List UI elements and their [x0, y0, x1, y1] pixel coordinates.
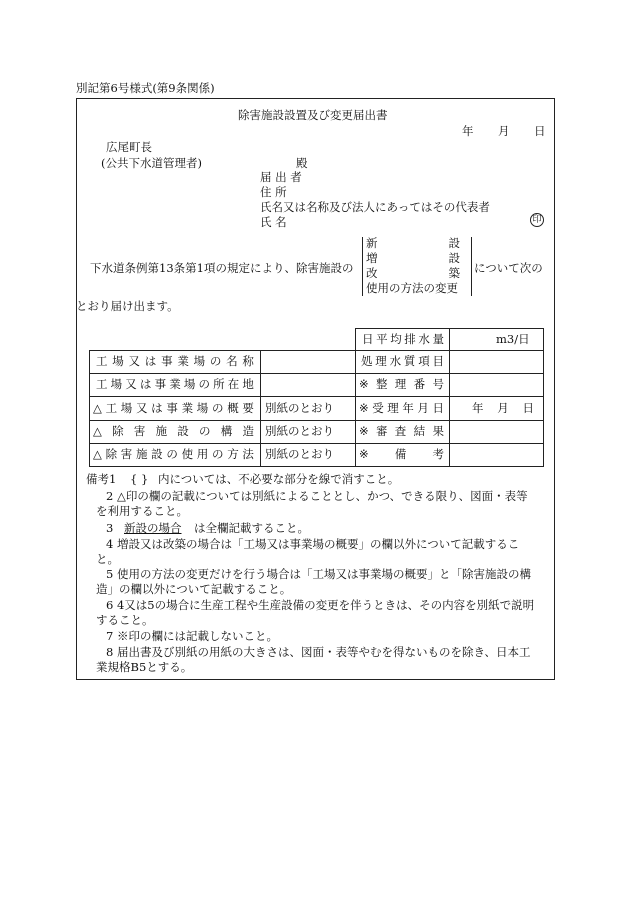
note-3-number: 3: [106, 521, 114, 535]
table-line: [89, 466, 544, 467]
option-new: 新 設: [366, 235, 460, 250]
table-line: [543, 328, 544, 467]
table-line: [449, 328, 450, 467]
option-rebuild: 改 築: [366, 265, 460, 280]
row-value-factory-overview[interactable]: 別紙のとおり: [265, 400, 334, 415]
note-8-line1: 8 届出書及び別紙の用紙の大きさは、図面・表等やむを得ないものを除き、日本工: [106, 645, 531, 659]
flow-label: 日 平 均 排 水 量: [362, 331, 444, 346]
note-2-line1: 2 △印の欄の記載については別紙によることとし、かつ、できる限り、図面・表等: [106, 489, 528, 503]
flow-unit: m3/日: [496, 331, 530, 346]
row-label-facility-usage: △ 除 害 施 設 の 使 用 の 方 法: [93, 447, 254, 462]
form-id: 別記第6号様式(第9条関係): [76, 81, 215, 95]
row-label-receipt-date: ※ 受 理 年 月 日: [359, 400, 444, 415]
note-1-brace: { }: [130, 472, 149, 486]
row-value-facility-structure[interactable]: 別紙のとおり: [265, 424, 334, 439]
table-line: [89, 350, 90, 467]
submitter-address-label: 住 所: [260, 185, 287, 199]
note-7: 7 ※印の欄には記載しないこと。: [106, 629, 278, 643]
row-label-factory-overview: △ 工 場 又 は 事 業 場 の 概 要: [93, 400, 254, 415]
option-extension: 増 設: [366, 250, 460, 265]
table-line: [89, 396, 544, 397]
date-month: 月: [498, 124, 510, 138]
statement-line2: とおり届け出ます。: [76, 299, 179, 313]
table-line: [89, 443, 544, 444]
note-8-line2: 業規格B5とする。: [96, 660, 193, 674]
note-4-line2: と。: [96, 552, 119, 566]
date-year: 年: [462, 124, 474, 138]
table-line: [260, 350, 261, 467]
note-4-line1: 4 増設又は改築の場合は「工場又は事業場の概要」の欄以外について記載するこ: [106, 537, 520, 551]
submitter-name-note: 氏名又は名称及び法人にあってはその代表者: [260, 200, 490, 214]
note-2-line2: を利用すること。: [96, 504, 188, 518]
note-5-line1: 5 使用の方法の変更だけを行う場合は「工場又は事業場の概要」と「除害施設の構: [106, 567, 531, 581]
addressee-role: (公共下水道管理者): [101, 156, 202, 170]
note-5-line2: 造」の欄以外について記載すること。: [96, 582, 292, 596]
table-line: [89, 420, 544, 421]
note-3-underlined: 新設の場合: [124, 521, 182, 535]
table-line: [355, 328, 356, 467]
statement-prefix: 下水道条例第13条第1項の規定により、除害施設の: [90, 261, 354, 275]
row-value-receipt-date[interactable]: 年 月 日: [472, 400, 534, 415]
row-label-review-result: ※ 審 査 結 果: [359, 424, 444, 439]
addressee-name: 広尾町長: [106, 140, 152, 154]
option-usage-change: 使用の方法の変更: [366, 280, 458, 295]
addressee-honorific: 殿: [296, 156, 308, 170]
note-1: 内については、不必要な部分を線で消すこと。: [158, 472, 400, 486]
note-3-rest: は全欄記載すること。: [194, 521, 309, 535]
table-line: [89, 373, 544, 374]
form-title: 除害施設設置及び変更届出書: [238, 108, 388, 122]
row-label-remarks: ※ 備 考: [359, 447, 444, 462]
row-label-reference-number: ※ 整 理 番 号: [359, 377, 444, 392]
note-6-line2: すること。: [96, 613, 154, 627]
date-day: 日: [534, 124, 546, 138]
table-line: [89, 350, 544, 351]
row-label-water-quality: 処 理 水 質 項 目: [361, 354, 444, 369]
row-value-facility-usage[interactable]: 別紙のとおり: [265, 447, 334, 462]
options-right-brace: [465, 237, 472, 296]
statement-suffix: について次の: [474, 261, 543, 275]
note-6-line1: 6 4又は5の場合に生産工程や生産設備の変更を伴うときは、その内容を別紙で説明: [106, 598, 535, 612]
submitter-label: 届 出 者: [260, 170, 302, 184]
row-label-facility-structure: △ 除 害 施 設 の 構 造: [93, 424, 254, 439]
seal-mark: 印: [530, 213, 544, 227]
row-label-factory-name: 工 場 又 は 事 業 場 の 名 称: [96, 354, 254, 369]
notes-heading: 備考1: [86, 472, 117, 486]
row-label-factory-location: 工 場 又 は 事 業 場 の 所 在 地: [96, 377, 254, 392]
submitter-name-label: 氏 名: [260, 215, 287, 229]
